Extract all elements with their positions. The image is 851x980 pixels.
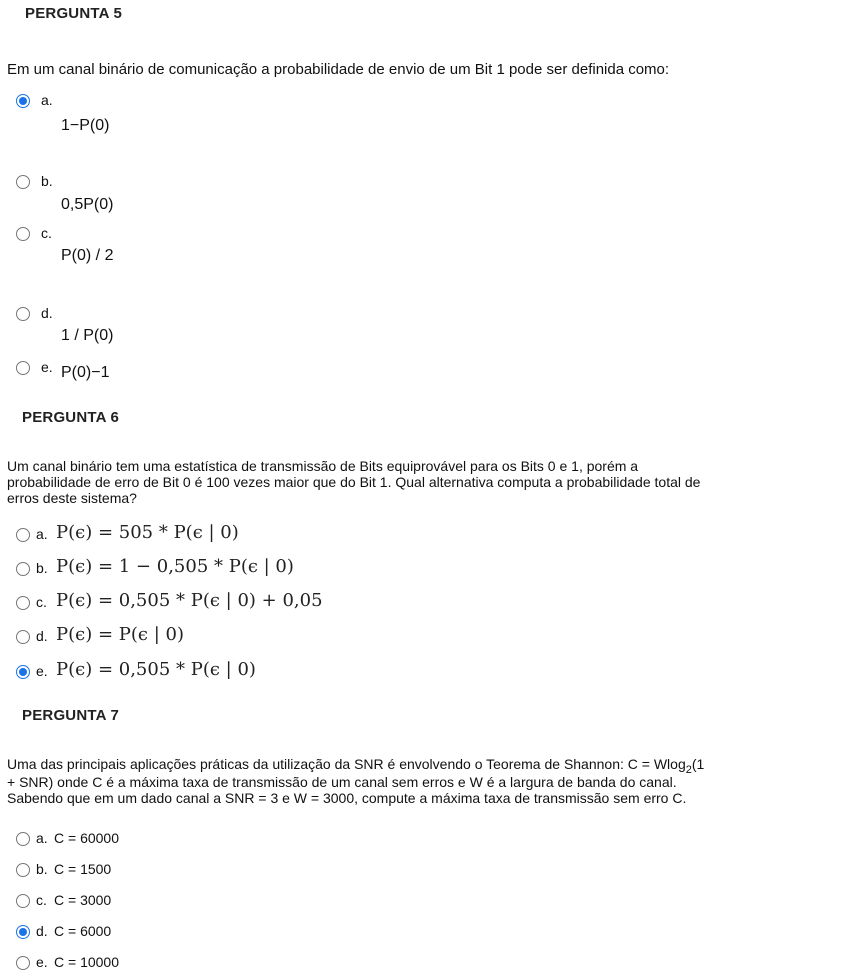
- question-7-text-line3: Sabendo que em um dado canal a SNR = 3 e W = 3000, compute a máxima taxa de transmissão sem erro C.: [7, 790, 687, 806]
- q7-option-e-answer: C = 10000: [54, 954, 119, 970]
- q6-radio-c[interactable]: [16, 596, 30, 610]
- q5-radio-b[interactable]: [16, 175, 30, 189]
- question-5-text: Em um canal binário de comunicação a probabilidade de envio de um Bit 1 pode ser definida como:: [7, 61, 670, 78]
- q7-option-a-answer: C = 60000: [54, 830, 119, 846]
- q7-option-c-letter: c.: [36, 892, 47, 908]
- q6-option-e-formula: P(ϵ) = 0,505 * P(ϵ | 0): [56, 659, 256, 680]
- q5-radio-c[interactable]: [16, 227, 30, 241]
- q5-option-e-letter: e.: [41, 359, 53, 375]
- q6-radio-b[interactable]: [16, 562, 30, 576]
- q5-option-b-letter: b.: [41, 173, 53, 189]
- q6-option-b-formula: P(ϵ) = 1 − 0,505 * P(ϵ | 0): [56, 556, 294, 577]
- question-6-text-line1: Um canal binário tem uma estatística de transmissão de Bits equiprovável para os Bits 0 e 1, porém a: [7, 458, 639, 474]
- q7-option-c-answer: C = 3000: [54, 892, 112, 908]
- q5-option-b-answer: 0,5P(0): [61, 196, 114, 213]
- q5-radio-d[interactable]: [16, 307, 30, 321]
- q6-radio-e[interactable]: [16, 665, 30, 679]
- q6-radio-d[interactable]: [16, 630, 30, 644]
- q7-option-b-answer: C = 1500: [54, 861, 112, 877]
- q6-option-a-letter: a.: [36, 526, 48, 542]
- q6-option-c-formula: P(ϵ) = 0,505 * P(ϵ | 0) + 0,05: [56, 590, 323, 611]
- q7-option-b-letter: b.: [36, 861, 48, 877]
- q6-option-b-letter: b.: [36, 560, 48, 576]
- q6-option-c-letter: c.: [36, 594, 47, 610]
- question-5-title: PERGUNTA 5: [25, 5, 123, 22]
- q7-radio-a[interactable]: [16, 832, 30, 846]
- q6-option-a-formula: P(ϵ) = 505 * P(ϵ | 0): [56, 522, 239, 543]
- question-7-text-line1b: (1: [691, 756, 705, 772]
- question-7-text-line1: [7, 757, 704, 774]
- q6-option-e-letter: e.: [36, 663, 48, 679]
- question-6-title: PERGUNTA 6: [22, 409, 120, 426]
- question-7-title: PERGUNTA 7: [22, 707, 120, 724]
- q6-option-d-letter: d.: [36, 628, 48, 644]
- q5-option-d-letter: d.: [41, 305, 53, 321]
- question-7-text-line2: + SNR) onde C é a máxima taxa de transmissão de um canal sem erros e W é a largura de banda do canal.: [7, 774, 677, 790]
- q5-option-e-answer: P(0)−1: [61, 364, 110, 381]
- q6-radio-a[interactable]: [16, 528, 30, 542]
- q7-radio-d[interactable]: [16, 925, 30, 939]
- q7-radio-e[interactable]: [16, 956, 30, 970]
- question-6-text-line3: erros deste sistema?: [7, 490, 137, 506]
- q5-radio-a[interactable]: [16, 94, 30, 108]
- q7-radio-c[interactable]: [16, 894, 30, 908]
- q5-option-c-letter: c.: [41, 225, 52, 241]
- q5-option-a-letter: a.: [41, 92, 53, 108]
- question-6-text-line2: probabilidade de erro de Bit 0 é 100 vezes maior que do Bit 1. Qual alternativa computa a probabilidade total de: [7, 474, 701, 490]
- q7-option-d-answer: C = 6000: [54, 923, 112, 939]
- question-7-text-line1a: Uma das principais aplicações práticas da utilização da SNR é envolvendo o Teorema de Shannon: C = Wlog: [7, 756, 686, 772]
- q7-option-a-letter: a.: [36, 830, 48, 846]
- q5-option-c-answer: P(0) / 2: [61, 247, 114, 264]
- q5-option-a-answer: 1−P(0): [61, 117, 110, 134]
- q6-option-d-formula: P(ϵ) = P(ϵ | 0): [56, 624, 184, 645]
- q7-option-d-letter: d.: [36, 923, 48, 939]
- q7-radio-b[interactable]: [16, 863, 30, 877]
- question-7-log-subscript: 2: [685, 764, 692, 776]
- q5-radio-e[interactable]: [16, 361, 30, 375]
- q5-option-d-answer: 1 / P(0): [61, 327, 114, 344]
- q7-option-e-letter: e.: [36, 954, 48, 970]
